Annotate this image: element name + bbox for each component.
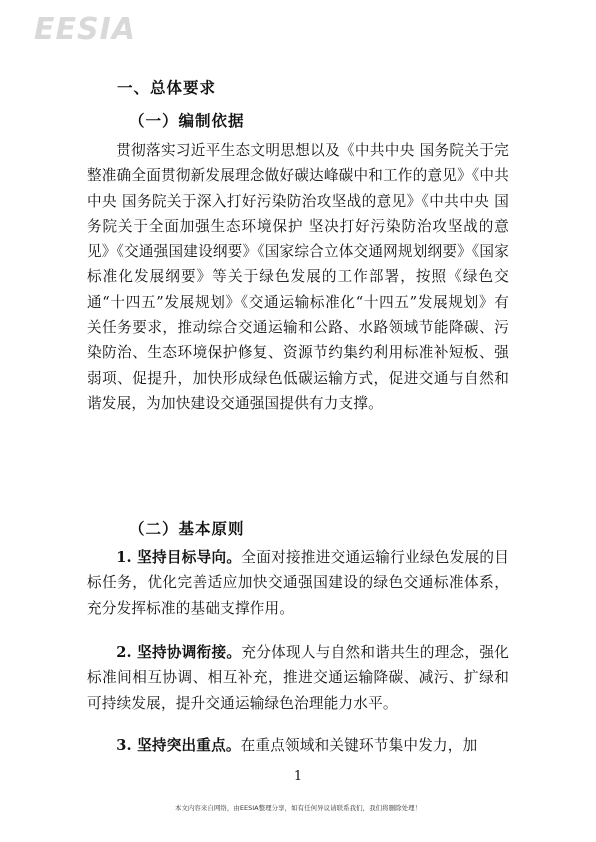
principle-1-lead: 1. 坚持目标导向。 (116, 549, 242, 566)
principle-1-text: 全面对接推进交通运输行业绿色发展的目标任务，优化完善适应加快交通强国建设的绿色交通标准体系，充分发挥标准的基础支撑作用。 (87, 549, 509, 617)
principle-2-lead: 2. 坚持协调衔接。 (116, 644, 242, 661)
principle-2-text: 充分体现人与自然和谐共生的理念，强化标准间相互协调、相互补充，推进交通运输降碳、减污、扩绿和可持续发展，提升交通运输绿色治理能力水平。 (87, 644, 509, 712)
footer-note: 本文内容来自网络，由EESIA整理分享，如有任何异议请联系我们，我们将删除处理！ (174, 804, 422, 812)
subheading-basis: （一）编制依据 (129, 111, 245, 130)
principle-1 (87, 545, 509, 621)
principle-2 (87, 640, 509, 716)
principle-3 (87, 733, 509, 758)
eesia-logo: EESIA (34, 12, 136, 47)
subheading-principles: （二）基本原则 (129, 519, 245, 538)
principle-3-text: 在重点领域和关键环节集中发力，加 (240, 737, 478, 754)
page-number: 1 (293, 769, 303, 784)
section-heading-overall: 一、总体要求 (117, 78, 217, 97)
principle-3-lead: 3. 坚持突出重点。 (116, 737, 241, 754)
paragraph-basis: 贯彻落实习近平生态文明思想以及《中共中央 国务院关于完整准确全面贯彻新发展理念做好碳达峰碳中和工作的意见》《中共中央 国务院关于深入打好污染防治攻坚战的意见》《中共中央 国务院关于全面加强生态环境保护 坚决打好污染防治攻坚战的意见》《交通强国建设纲要》《国家综合立体交通网规划纲要》《国家标准化发展纲要》等关于绿色发展的工作部署，按照《绿色交通“十四五”发展规划》《交通运输标准化“十四五”发展规划》有关任务要求，推动综合交通运输和公路、水路领域节能降碳、污染防治、生态环境保护修复、资源节约集约利用标准补短板、强弱项、促提升，加快形成绿色低碳运输方式，促进交通与自然和谐发展，为加快建设交通强国提供有力支撑。 (87, 142, 509, 412)
